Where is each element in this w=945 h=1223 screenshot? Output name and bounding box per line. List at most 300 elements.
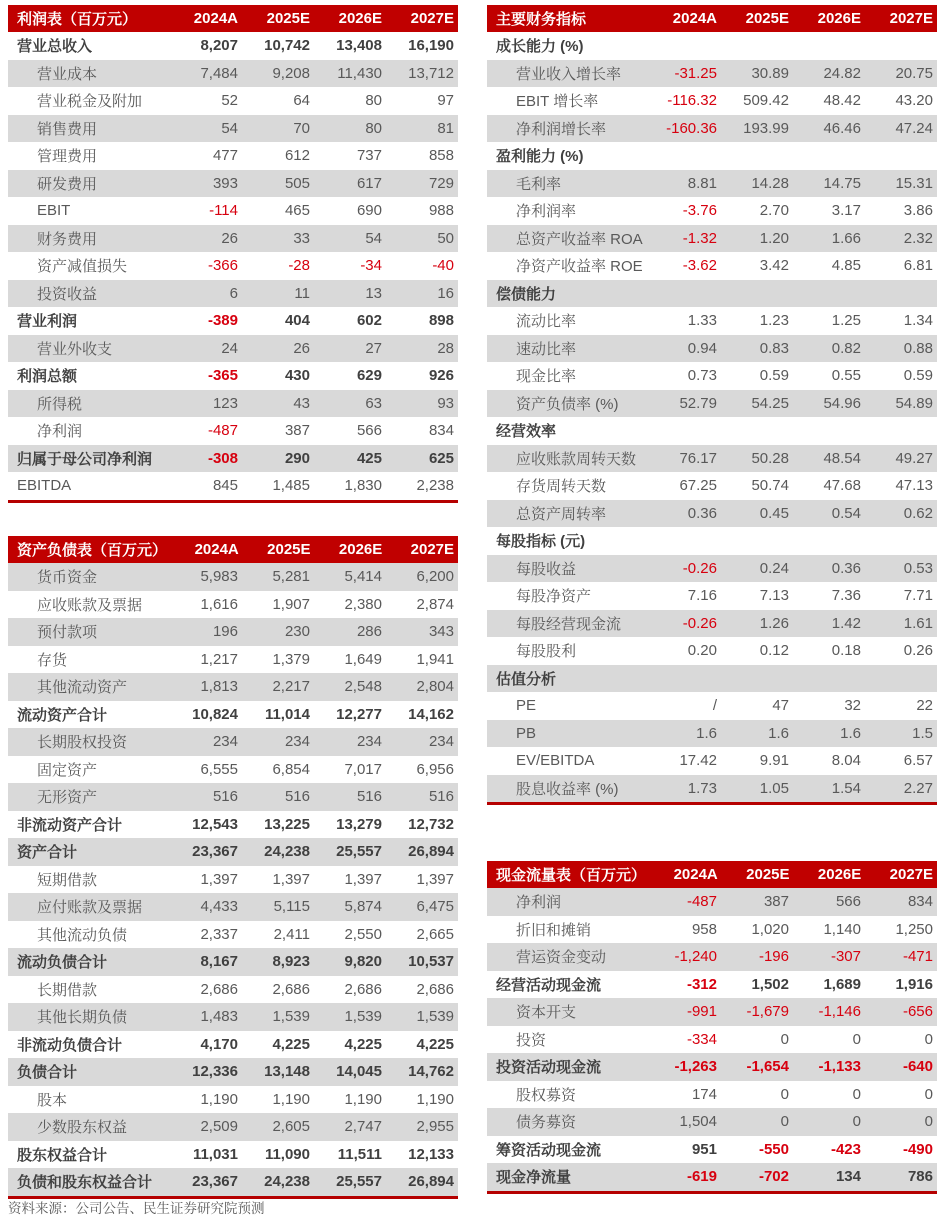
row-label: 毛利率 xyxy=(516,175,562,193)
cell-value: 4,225 xyxy=(416,1035,454,1053)
key-indicators-table xyxy=(487,5,937,805)
cell-value: 1,190 xyxy=(416,1090,454,1108)
cell-value: 26 xyxy=(293,339,310,357)
section-header-row xyxy=(487,527,937,555)
cell-value: 123 xyxy=(212,394,238,412)
cell-value: 737 xyxy=(356,147,382,165)
cell-value: 8,167 xyxy=(200,953,238,971)
row-label: 固定资产 xyxy=(37,761,98,779)
cell-value: 393 xyxy=(212,174,238,192)
cell-value: 617 xyxy=(356,174,382,192)
cell-value: 6,555 xyxy=(200,760,238,778)
cell-value: 234 xyxy=(284,733,310,751)
cell-value: 1,916 xyxy=(895,975,933,993)
row-label: 营业税金及附加 xyxy=(37,93,143,111)
row-label: 经营效率 xyxy=(496,423,557,441)
cell-value: 11 xyxy=(294,284,310,302)
column-header: 2024A xyxy=(672,10,717,27)
cell-value: 20.75 xyxy=(895,64,933,82)
row-label: 财务费用 xyxy=(37,230,98,248)
row-label: 流动资产合计 xyxy=(17,706,108,724)
cell-value: -702 xyxy=(758,1168,789,1186)
row-label: 债务募资 xyxy=(516,1114,577,1132)
cell-value: 1.5 xyxy=(912,724,933,742)
row-label: 每股经营现金流 xyxy=(516,615,622,633)
column-header: 2026E xyxy=(338,541,383,558)
cell-value: 5,281 xyxy=(272,568,310,586)
row-label: 营业收入增长率 xyxy=(516,65,622,83)
column-header: 2026E xyxy=(817,10,861,27)
cell-value: 3.17 xyxy=(831,202,861,220)
cell-value: 1,539 xyxy=(344,1008,382,1026)
table-row xyxy=(487,775,937,803)
cell-value: 516 xyxy=(356,788,382,806)
table-row xyxy=(487,87,937,115)
cell-value: -160.36 xyxy=(666,119,717,137)
cell-value: 0 xyxy=(924,1085,933,1103)
cell-value: 234 xyxy=(356,733,382,751)
cell-value: 2,337 xyxy=(200,925,238,943)
cell-value: 12,133 xyxy=(408,1145,454,1163)
table-row xyxy=(487,555,937,583)
row-label: 少数股东权益 xyxy=(37,1119,128,1137)
row-label: PE xyxy=(516,697,537,715)
table-row xyxy=(8,838,458,866)
table-row xyxy=(8,976,458,1004)
cell-value: 1,190 xyxy=(200,1090,238,1108)
cell-value: 33 xyxy=(293,229,310,247)
row-label: 投资收益 xyxy=(37,285,98,303)
cell-value: 0 xyxy=(924,1113,933,1131)
cell-value: -116.32 xyxy=(667,92,717,110)
cell-value: 50.74 xyxy=(751,477,789,495)
cell-value: 0.94 xyxy=(687,339,717,357)
cell-value: 67.25 xyxy=(679,477,717,495)
cell-value: 81 xyxy=(437,119,454,137)
cell-value: 7.36 xyxy=(831,587,861,605)
cell-value: -619 xyxy=(686,1168,717,1186)
cell-value: 15.31 xyxy=(895,174,933,192)
cell-value: / xyxy=(712,697,717,715)
cell-value: 17.42 xyxy=(679,752,717,770)
cell-value: 97 xyxy=(437,92,454,110)
cell-value: -487 xyxy=(207,422,238,440)
row-label: EBIT 增长率 xyxy=(516,93,599,111)
cell-value: 2.27 xyxy=(903,779,933,797)
cell-value: 10,537 xyxy=(408,953,454,971)
cell-value: 2,217 xyxy=(272,678,310,696)
cell-value: 2,605 xyxy=(272,1118,310,1136)
table-row xyxy=(487,582,937,610)
cell-value: 26 xyxy=(221,229,238,247)
cell-value: 16 xyxy=(437,284,454,302)
cell-value: 52.79 xyxy=(679,394,717,412)
cell-value: 0 xyxy=(852,1085,861,1103)
cell-value: 14,162 xyxy=(408,705,454,723)
row-label: 存货 xyxy=(37,651,68,669)
cell-value: -1,240 xyxy=(674,948,717,966)
cell-value: 54 xyxy=(365,229,382,247)
cell-value: -0.26 xyxy=(682,559,717,577)
cell-value: 13,279 xyxy=(336,815,382,833)
column-header: 2025E xyxy=(745,10,789,27)
table-row xyxy=(8,417,458,445)
row-label: 长期借款 xyxy=(37,981,98,999)
cell-value: 4,225 xyxy=(272,1035,310,1053)
table-row xyxy=(487,390,937,418)
table-row xyxy=(487,998,937,1026)
cell-value: 9,820 xyxy=(344,953,382,971)
cell-value: -196 xyxy=(758,948,789,966)
column-header: 2026E xyxy=(338,10,382,27)
cell-value: 1,397 xyxy=(200,870,238,888)
table-row xyxy=(487,1053,937,1081)
cell-value: 24,238 xyxy=(264,843,310,861)
table-row xyxy=(8,1086,458,1114)
row-label: 投资 xyxy=(516,1031,547,1049)
row-label: 流动负债合计 xyxy=(17,954,108,972)
row-label: 现金净流量 xyxy=(496,1169,572,1187)
table-row xyxy=(8,280,458,308)
cell-value: 11,014 xyxy=(264,705,310,723)
cell-value: -487 xyxy=(686,893,717,911)
cell-value: 0.55 xyxy=(831,367,861,385)
row-label: 投资活动现金流 xyxy=(496,1059,602,1077)
cell-value: 1,813 xyxy=(200,678,238,696)
row-label: 盈利能力 (%) xyxy=(496,148,584,166)
cell-value: 9.91 xyxy=(759,752,789,770)
table-row xyxy=(487,1026,937,1054)
cell-value: 7,484 xyxy=(200,64,238,82)
section-header-row xyxy=(487,417,937,445)
cell-value: -656 xyxy=(902,1003,933,1021)
row-label: 每股收益 xyxy=(516,560,577,578)
cell-value: -31.25 xyxy=(674,64,717,82)
table-row xyxy=(487,747,937,775)
cell-value: 4,225 xyxy=(344,1035,382,1053)
cell-value: 566 xyxy=(356,422,382,440)
table-row xyxy=(487,170,937,198)
cell-value: -40 xyxy=(432,257,454,275)
row-label: 净利润率 xyxy=(516,203,577,221)
table-row xyxy=(8,1058,458,1086)
cell-value: 5,115 xyxy=(273,898,310,916)
cell-value: 174 xyxy=(691,1085,717,1103)
cell-value: -28 xyxy=(288,257,310,275)
cell-value: 13 xyxy=(365,284,382,302)
column-header: 2024A xyxy=(193,10,238,27)
row-label: 非流动负债合计 xyxy=(17,1036,123,1054)
cell-value: -1.32 xyxy=(682,229,717,247)
cell-value: 430 xyxy=(284,367,310,385)
column-header: 2027E xyxy=(889,866,934,883)
cell-value: 477 xyxy=(212,147,238,165)
row-label: EV/EBITDA xyxy=(516,752,595,770)
cell-value: 0.20 xyxy=(687,642,717,660)
row-label: 速动比率 xyxy=(516,340,577,358)
cell-value: 12,543 xyxy=(192,815,238,833)
cell-value: 32 xyxy=(844,697,861,715)
table-header xyxy=(487,861,937,888)
cell-value: 2,509 xyxy=(200,1118,238,1136)
column-header: 2027E xyxy=(410,541,455,558)
cell-value: 12,336 xyxy=(192,1063,238,1081)
cell-value: 0.12 xyxy=(759,642,789,660)
cell-value: 834 xyxy=(428,422,454,440)
cell-value: 193.99 xyxy=(743,119,789,137)
cell-value: 834 xyxy=(907,893,933,911)
column-header: 2027E xyxy=(410,10,454,27)
cell-value: 286 xyxy=(356,623,382,641)
cell-value: 516 xyxy=(212,788,238,806)
cell-value: 612 xyxy=(284,147,310,165)
cell-value: 1,539 xyxy=(272,1008,310,1026)
cell-value: 80 xyxy=(365,92,382,110)
cell-value: 0.62 xyxy=(903,504,933,522)
cell-value: -3.62 xyxy=(682,257,717,275)
cell-value: 0.59 xyxy=(759,367,789,385)
table-row xyxy=(8,921,458,949)
cell-value: 1,397 xyxy=(344,870,382,888)
row-label: 成长能力 (%) xyxy=(496,38,584,56)
row-label: 短期借款 xyxy=(37,871,98,889)
cell-value: 64 xyxy=(293,92,310,110)
cell-value: 1,539 xyxy=(416,1008,454,1026)
cell-value: 6.57 xyxy=(903,752,933,770)
table-row xyxy=(8,563,458,591)
cell-value: 1.6 xyxy=(768,724,789,742)
cell-value: 93 xyxy=(437,394,454,412)
cell-value: 28 xyxy=(437,339,454,357)
cell-value: 13,408 xyxy=(336,37,382,55)
row-label: 折旧和摊销 xyxy=(516,921,592,939)
cell-value: 52 xyxy=(221,92,238,110)
table-row xyxy=(8,783,458,811)
table-row xyxy=(487,888,937,916)
cell-value: 1.23 xyxy=(759,312,789,330)
table-row xyxy=(487,472,937,500)
cell-value: 7,017 xyxy=(344,760,382,778)
table-row xyxy=(487,916,937,944)
cell-value: 1,250 xyxy=(895,920,933,938)
table-row xyxy=(8,893,458,921)
cell-value: 387 xyxy=(763,893,789,911)
cell-value: 2,548 xyxy=(344,678,382,696)
cell-value: 1.34 xyxy=(903,312,933,330)
cell-value: 2,804 xyxy=(416,678,454,696)
row-label: 利润总额 xyxy=(17,368,78,386)
cell-value: 898 xyxy=(428,312,454,330)
cell-value: 0 xyxy=(780,1030,789,1048)
cell-value: 9,208 xyxy=(272,64,310,82)
cell-value: 1,689 xyxy=(823,975,861,993)
cell-value: 729 xyxy=(428,174,454,192)
cell-value: -490 xyxy=(902,1140,933,1158)
income-statement-table xyxy=(8,5,458,503)
cell-value: 14,762 xyxy=(408,1063,454,1081)
table-row xyxy=(487,115,937,143)
cell-value: -991 xyxy=(686,1003,717,1021)
cell-value: 566 xyxy=(835,893,861,911)
cell-value: 5,874 xyxy=(344,898,382,916)
row-label: 营业利润 xyxy=(17,313,78,331)
cell-value: 1.54 xyxy=(831,779,861,797)
table-row xyxy=(8,1003,458,1031)
table-title: 现金流量表（百万元） xyxy=(496,867,647,884)
cell-value: 2,955 xyxy=(416,1118,454,1136)
cell-value: 8,923 xyxy=(272,953,310,971)
balance-sheet-table xyxy=(8,536,458,1199)
cell-value: 1,379 xyxy=(272,650,310,668)
cell-value: 1.20 xyxy=(759,229,789,247)
cell-value: 0 xyxy=(780,1113,789,1131)
table-row xyxy=(8,1168,458,1196)
cell-value: 2,686 xyxy=(272,980,310,998)
cell-value: 80 xyxy=(365,119,382,137)
section-header-row xyxy=(487,280,937,308)
row-label: 净资产收益率 ROE xyxy=(516,258,643,276)
row-label: 管理费用 xyxy=(37,148,98,166)
cell-value: 0.83 xyxy=(759,339,789,357)
row-label: 股本 xyxy=(37,1091,68,1109)
cell-value: 4.85 xyxy=(831,257,861,275)
cell-value: -307 xyxy=(830,948,861,966)
cell-value: 25,557 xyxy=(336,843,382,861)
cell-value: 8.81 xyxy=(687,174,717,192)
cell-value: 1,502 xyxy=(751,975,789,993)
cell-value: 0.82 xyxy=(831,339,861,357)
cell-value: 0 xyxy=(924,1030,933,1048)
cell-value: 0.59 xyxy=(903,367,933,385)
row-label: 总资产周转率 xyxy=(516,505,607,523)
row-label: 营业总收入 xyxy=(17,38,93,56)
cell-value: -308 xyxy=(207,449,238,467)
cell-value: -1,263 xyxy=(674,1058,717,1076)
row-label: 资产减值损失 xyxy=(37,258,128,276)
cell-value: 43.20 xyxy=(895,92,933,110)
table-row xyxy=(8,1113,458,1141)
cell-value: 14.75 xyxy=(823,174,861,192)
cell-value: 196 xyxy=(212,623,238,641)
row-label: 长期股权投资 xyxy=(37,734,128,752)
cell-value: 11,090 xyxy=(264,1145,310,1163)
table-row xyxy=(8,197,458,225)
cell-value: 505 xyxy=(284,174,310,192)
table-row xyxy=(487,307,937,335)
table-row xyxy=(8,307,458,335)
table-row xyxy=(8,728,458,756)
table-row xyxy=(8,87,458,115)
cell-value: 1,483 xyxy=(200,1008,238,1026)
cell-value: 134 xyxy=(835,1168,861,1186)
cell-value: 230 xyxy=(284,623,310,641)
column-header: 2025E xyxy=(266,10,310,27)
cell-value: 1,907 xyxy=(272,595,310,613)
cell-value: -550 xyxy=(758,1140,789,1158)
cell-value: 625 xyxy=(428,449,454,467)
cell-value: -640 xyxy=(902,1058,933,1076)
cell-value: 0.36 xyxy=(831,559,861,577)
cell-value: 26,894 xyxy=(408,1173,454,1191)
cell-value: 1.6 xyxy=(696,724,717,742)
cell-value: 3.42 xyxy=(759,257,789,275)
cell-value: 54 xyxy=(221,119,238,137)
cell-value: 7.71 xyxy=(903,587,933,605)
source-note: 资料来源：公司公告、民生证券研究院预测 xyxy=(8,1201,265,1216)
cell-value: -1,679 xyxy=(746,1003,789,1021)
table-row xyxy=(8,335,458,363)
cell-value: 2,747 xyxy=(344,1118,382,1136)
table-row xyxy=(487,225,937,253)
table-row xyxy=(487,1081,937,1109)
cell-value: 6,200 xyxy=(416,568,454,586)
row-label: 资产负债率 (%) xyxy=(516,395,619,413)
table-row xyxy=(8,866,458,894)
row-label: 应收账款及票据 xyxy=(37,596,143,614)
cell-value: 2,380 xyxy=(344,595,382,613)
column-header: 2024A xyxy=(194,541,239,558)
cell-value: 4,170 xyxy=(200,1035,238,1053)
table-header xyxy=(8,536,458,563)
row-label: 每股股利 xyxy=(516,643,577,661)
cell-value: 76.17 xyxy=(679,449,717,467)
cell-value: 6.81 xyxy=(903,257,933,275)
table-title: 主要财务指标 xyxy=(496,11,587,28)
cell-value: 2,686 xyxy=(200,980,238,998)
row-label: 研发费用 xyxy=(37,175,98,193)
cell-value: -389 xyxy=(207,312,238,330)
row-label: 无形资产 xyxy=(37,789,98,807)
column-header: 2027E xyxy=(889,10,933,27)
table-row xyxy=(8,362,458,390)
cell-value: 7.13 xyxy=(759,587,789,605)
cell-value: 27 xyxy=(365,339,382,357)
cell-value: 234 xyxy=(212,733,238,751)
cell-value: 1.42 xyxy=(831,614,861,632)
cell-value: 4,433 xyxy=(200,898,238,916)
row-label: 筹资活动现金流 xyxy=(496,1141,602,1159)
row-label: 现金比率 xyxy=(516,368,577,386)
cell-value: 786 xyxy=(907,1168,933,1186)
row-label: 非流动资产合计 xyxy=(17,816,123,834)
cell-value: 234 xyxy=(428,733,454,751)
row-label: 股息收益率 (%) xyxy=(516,780,619,798)
cell-value: 1.33 xyxy=(687,312,717,330)
cell-value: 23,367 xyxy=(192,843,238,861)
cell-value: 10,742 xyxy=(264,37,310,55)
row-label: 经营活动现金流 xyxy=(496,976,602,994)
cell-value: 2,665 xyxy=(416,925,454,943)
table-row xyxy=(8,646,458,674)
cell-value: 629 xyxy=(356,367,382,385)
cell-value: 70 xyxy=(293,119,310,137)
row-label: 营业成本 xyxy=(37,65,98,83)
cell-value: 6,475 xyxy=(416,898,454,916)
cell-value: 5,983 xyxy=(200,568,238,586)
row-label: 股权募资 xyxy=(516,1086,577,1104)
cell-value: 404 xyxy=(284,312,310,330)
cell-value: 47.24 xyxy=(895,119,933,137)
cell-value: 0.18 xyxy=(831,642,861,660)
cell-value: 2,238 xyxy=(416,477,454,495)
row-label: 偿债能力 xyxy=(496,285,557,303)
row-label: 预付款项 xyxy=(37,624,98,642)
row-label: 股东权益合计 xyxy=(17,1146,108,1164)
column-header: 2025E xyxy=(267,541,311,558)
row-label: 负债和股东权益合计 xyxy=(17,1174,153,1192)
cell-value: -365 xyxy=(207,367,238,385)
cell-value: 1,941 xyxy=(416,650,454,668)
